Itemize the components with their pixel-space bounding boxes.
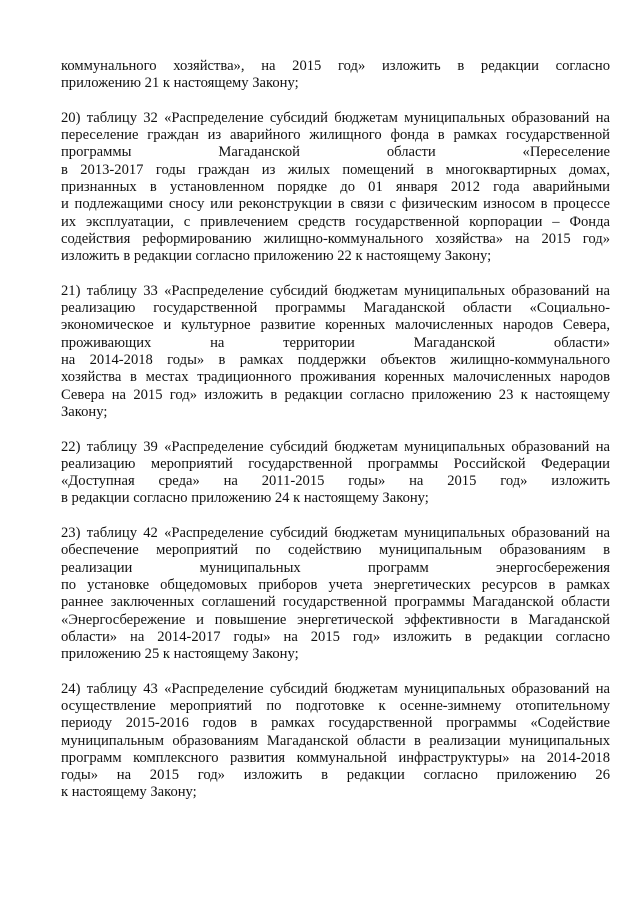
text-line: в 2013-2017 годы граждан из жилых помещений в многоквартирных домах,: [61, 161, 610, 178]
text-line: области» на 2014-2017 годы» на 2015 год» изложить в редакции согласно: [61, 628, 610, 645]
text-line: «Энергосбережение и повышение энергетической эффективности в Магаданской: [61, 611, 610, 628]
text-line: муниципальным образованиям Магаданской области в реализации муниципальных: [61, 732, 610, 749]
text-line: экономическое и культурное развитие коренных малочисленных народов Севера,: [61, 317, 610, 334]
text-line: 24) таблицу 43 «Распределение субсидий бюджетам муниципальных образований на: [61, 680, 610, 697]
text-line: содействия реформированию жилищно-коммунального хозяйства» на 2015 год»: [61, 230, 610, 247]
text-line: раннее заключенных соглашений государственной программы Магаданской области: [61, 594, 610, 611]
paragraph-item-23: [61, 525, 610, 663]
text-line: программы Магаданской области «Переселение: [61, 144, 610, 161]
text-line: к настоящему Закону;: [61, 784, 197, 801]
text-line: обеспечение мероприятий по содействию муниципальным образованиям в: [61, 542, 610, 559]
text-line: признанных в установленном порядке до 01 января 2012 года аварийными: [61, 179, 610, 196]
text-line: их эксплуатации, с привлечением средств государственной корпорации – Фонда: [61, 213, 610, 230]
text-line: периоду 2015-2016 годов в рамках государственной программы «Содействие: [61, 715, 610, 732]
text-line: годы» на 2015 год» изложить в редакции согласно приложению 26: [61, 767, 610, 784]
text-line: Закону;: [61, 403, 108, 420]
text-line: хозяйства в местах традиционного проживания коренных малочисленных народов: [61, 369, 610, 386]
text-line: 23) таблицу 42 «Распределение субсидий бюджетам муниципальных образований на: [61, 525, 610, 542]
text-line: и подлежащими сносу или реконструкции в связи с физическим износом в процессе: [61, 196, 610, 213]
paragraph-continuation: [61, 58, 610, 93]
text-line: реализации муниципальных программ энергосбережения: [61, 559, 610, 576]
paragraph-item-22: [61, 439, 610, 508]
text-line: осуществление мероприятий по подготовке к осенне-зимнему отопительному: [61, 697, 610, 714]
text-line: реализацию государственной программы Магаданской области «Социально-: [61, 300, 610, 317]
text-line: на 2014-2018 годы» в рамках поддержки объектов жилищно-коммунального: [61, 352, 610, 369]
text-line: Севера на 2015 год» изложить в редакции согласно приложению 23 к настоящему: [61, 386, 610, 403]
text-line: 20) таблицу 32 «Распределение субсидий бюджетам муниципальных образований на: [61, 109, 610, 126]
text-line: приложению 21 к настоящему Закону;: [61, 75, 299, 92]
text-line: приложению 25 к настоящему Закону;: [61, 646, 299, 663]
text-line: программ комплексного развития коммунальной инфраструктуры» на 2014-2018: [61, 749, 610, 766]
text-line: переселение граждан из аварийного жилищного фонда в рамках государственной: [61, 127, 610, 144]
paragraph-item-20: [61, 110, 610, 266]
text-line: реализацию мероприятий государственной программы Российской Федерации: [61, 455, 610, 472]
text-line: проживающих на территории Магаданской области»: [61, 334, 610, 351]
paragraph-item-21: [61, 283, 610, 421]
text-line: коммунального хозяйства», на 2015 год» изложить в редакции согласно: [61, 58, 610, 74]
text-line: по установке общедомовых приборов учета энергетических ресурсов в рамках: [61, 576, 610, 593]
text-line: 22) таблицу 39 «Распределение субсидий бюджетам муниципальных образований на: [61, 438, 610, 455]
document-page: [61, 58, 610, 819]
text-line: изложить в редакции согласно приложению 22 к настоящему Закону;: [61, 248, 492, 265]
paragraph-item-24: [61, 681, 610, 802]
text-line: 21) таблицу 33 «Распределение субсидий бюджетам муниципальных образований на: [61, 282, 610, 299]
text-line: «Доступная среда» на 2011-2015 годы» на 2015 год» изложить: [61, 473, 610, 490]
text-line: в редакции согласно приложению 24 к настоящему Закону;: [61, 490, 429, 507]
